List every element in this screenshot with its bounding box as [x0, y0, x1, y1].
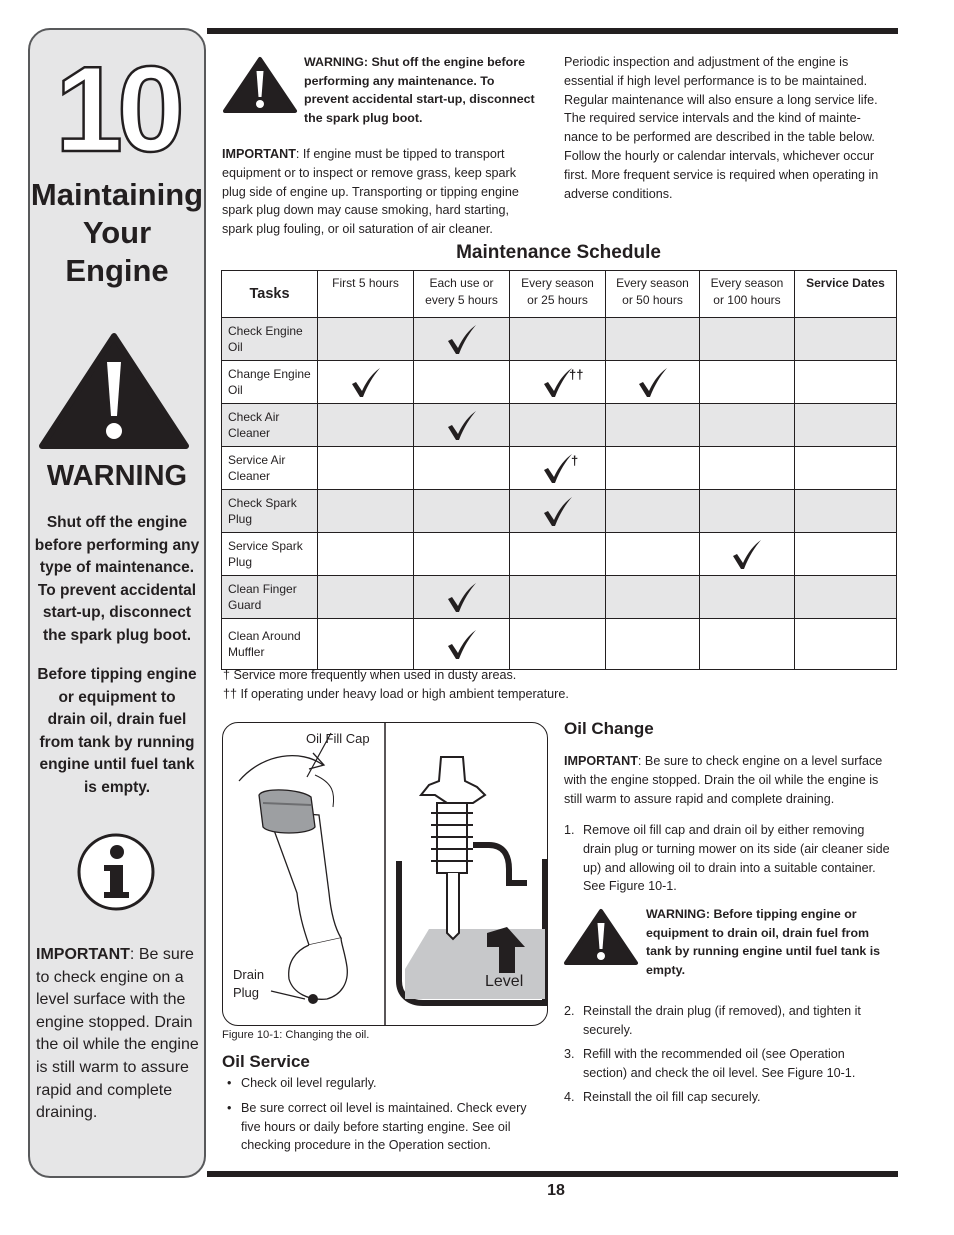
- text-line: Regular maintenance will also ensure a long service life.: [564, 92, 878, 107]
- maintenance-schedule-table: [221, 270, 897, 670]
- text-line: To prevent accidental: [37, 581, 197, 599]
- list-item: [564, 1088, 898, 1107]
- task-line: Cleaner: [228, 426, 271, 440]
- table-row: [222, 619, 897, 670]
- task-line: Check Engine: [228, 323, 303, 338]
- dagger-mark: †: [571, 453, 579, 468]
- task-cell: [222, 533, 318, 576]
- table-row: [222, 533, 897, 576]
- intro-paragraph: [564, 53, 898, 203]
- chapter-title-line: Your: [82, 215, 152, 250]
- text-line: draining.: [36, 1104, 98, 1122]
- oil-service-list: [222, 1074, 548, 1155]
- task-cell: [222, 619, 318, 670]
- important-label: IMPORTANT: [222, 147, 296, 161]
- text-line: See Figure 10-1.: [583, 879, 677, 894]
- column-header: [700, 271, 795, 318]
- text-line: • Check oil level regularly.: [241, 1076, 377, 1090]
- table-row: [222, 490, 897, 533]
- text-line: empty.: [646, 962, 686, 977]
- oil-fill-cap-label: Oil Fill Cap: [306, 731, 370, 746]
- oil-change-figure: [222, 722, 548, 1026]
- oil-service-heading: Oil Service: [222, 1052, 310, 1071]
- list-item: [222, 1099, 548, 1155]
- header-line: Each use or: [429, 276, 494, 290]
- header-line: Every season: [521, 276, 594, 290]
- column-header: Tasks: [222, 271, 318, 318]
- footnote-dusty: † Service more frequently when used in dusty areas.: [223, 668, 517, 682]
- double-dagger-mark: ††: [569, 367, 584, 382]
- text-line: Reinstall the oil fill cap securely.: [583, 1090, 761, 1104]
- text-line: Follow the hourly or calendar intervals, whichever occur: [564, 148, 875, 163]
- text-line: securely.: [583, 1022, 633, 1037]
- table-row: [222, 447, 897, 490]
- sidebar-important-note: [36, 944, 204, 1125]
- tipping-warning: [646, 905, 898, 979]
- page-number: 18: [547, 1182, 565, 1199]
- footnote-heavy-load: †† If operating under heavy load or high ambient temperature.: [223, 687, 569, 701]
- maintenance-warning: [304, 53, 554, 127]
- text-line: with the engine stopped. Drain the oil while the engine is: [564, 772, 879, 787]
- chapter-sidebar: [28, 28, 206, 1178]
- top-rule: [207, 28, 898, 34]
- text-line: engine stopped. Drain: [36, 1013, 193, 1031]
- sidebar-tipping-warning: [34, 664, 200, 799]
- oil-change-important: [564, 752, 898, 808]
- column-header: [318, 271, 414, 318]
- text-line: Reinstall the drain plug (if removed), and tighten it: [583, 1004, 861, 1018]
- text-line: Refill with the recommended oil (see Operation: [583, 1047, 845, 1061]
- important-label: IMPORTANT: [564, 754, 638, 768]
- chapter-title: [30, 176, 204, 290]
- step-2: [564, 1002, 898, 1040]
- list-item: [564, 821, 898, 896]
- text-line: section) and check the oil level. See Figure 10-1.: [583, 1065, 856, 1080]
- step-3: [564, 1045, 898, 1083]
- text-line: is empty.: [83, 778, 151, 796]
- info-icon: [76, 832, 156, 912]
- text-line: up) and allowing oil to drain into a suitable container.: [583, 860, 876, 875]
- warning-triangle-icon: [562, 908, 640, 966]
- task-line: Check Air: [228, 409, 280, 424]
- text-line: drain oil, drain fuel: [47, 711, 187, 728]
- task-cell: [222, 404, 318, 447]
- text-line: from tank by running: [39, 733, 195, 751]
- important-tipping-note: [222, 145, 542, 239]
- column-header: [606, 271, 700, 318]
- column-header: [414, 271, 510, 318]
- important-label: IMPORTANT: [36, 946, 130, 963]
- text-line: still warm to assure rapid and complete draining.: [564, 791, 835, 806]
- table-row: [222, 404, 897, 447]
- check-mark-icon: [541, 451, 575, 485]
- list-item: [222, 1074, 548, 1093]
- text-line: Periodic inspection and adjustment of the engine is: [564, 55, 849, 69]
- step-number: 2.: [564, 1004, 575, 1018]
- text-line: • Be sure correct oil level is maintained. Check every: [241, 1100, 527, 1115]
- task-line: Plug: [228, 512, 253, 526]
- header-line: or 25 hours: [527, 293, 588, 307]
- task-line: Clean Around: [228, 628, 301, 643]
- text-line: equipment or to inspect or remove grass, keep spark: [222, 165, 516, 180]
- header-line: Every season: [710, 276, 784, 290]
- step-1: [564, 821, 898, 896]
- task-line: Clean Finger: [228, 581, 297, 596]
- column-header: [510, 271, 606, 318]
- check-mark-icon: [730, 537, 764, 571]
- task-line: Change Engine: [228, 366, 311, 381]
- text-line: the spark plug boot.: [304, 110, 423, 125]
- task-line: Check Spark: [228, 495, 297, 510]
- text-line: tank by running engine until fuel tank is: [646, 944, 881, 959]
- text-line: Before tipping engine: [37, 666, 197, 683]
- text-line: type of maintenance.: [39, 559, 195, 576]
- drain-plug-label: [233, 966, 264, 1002]
- text-line: The required service intervals and the kind of mainte-: [564, 111, 861, 126]
- text-line: first. More frequent service is required when operating in: [564, 167, 879, 182]
- text-line: spark plug down may cause smoking, hard starting,: [222, 203, 509, 218]
- label-line: Drain: [233, 967, 265, 982]
- text-line: performing any maintenance. To: [304, 73, 495, 88]
- chapter-number: 10: [55, 41, 179, 177]
- text-line: drain plug or turning mower on its side (air cleaner side: [583, 841, 890, 856]
- check-mark-icon: [349, 365, 383, 399]
- task-cell: [222, 576, 318, 619]
- oil-change-heading: Oil Change: [564, 719, 654, 738]
- list-item: [564, 1045, 898, 1083]
- task-line: Plug: [228, 555, 253, 569]
- text-line: : If engine must be tipped to transport: [295, 147, 505, 161]
- check-mark-icon: [445, 627, 479, 661]
- header-line: every 5 hours: [425, 293, 498, 307]
- task-line: Oil: [228, 340, 243, 354]
- text-line: WARNING: Shut off the engine before: [304, 55, 525, 69]
- table-header-row: [222, 271, 897, 318]
- text-line: is still warm to assure: [36, 1058, 189, 1076]
- list-item: [564, 1002, 898, 1040]
- task-line: Muffler: [228, 645, 265, 659]
- column-header: Service Dates: [795, 271, 897, 318]
- level-label: Level: [485, 973, 524, 990]
- check-mark-icon: [445, 322, 479, 356]
- figure-caption: Figure 10-1: Changing the oil.: [222, 1029, 370, 1041]
- task-cell: [222, 361, 318, 404]
- step-number: 4.: [564, 1090, 575, 1104]
- text-line: prevent accidental start-up, disconnect: [304, 92, 535, 107]
- sidebar-warning-text: [34, 512, 200, 647]
- check-mark-icon: [445, 580, 479, 614]
- text-line: the oil while the engine: [36, 1036, 199, 1054]
- table-row: [222, 318, 897, 361]
- text-line: adverse conditions.: [564, 186, 673, 201]
- task-line: Oil: [228, 383, 243, 397]
- text-line: checking procedure in the Operation section.: [241, 1138, 491, 1153]
- text-line: five hours or daily before starting engine. See oil: [241, 1119, 511, 1134]
- check-mark-icon: [541, 494, 575, 528]
- chapter-title-line: Maintaining: [30, 177, 204, 212]
- text-line: before performing any: [34, 536, 200, 554]
- task-cell: [222, 318, 318, 361]
- task-cell: [222, 447, 318, 490]
- text-line: the spark plug boot.: [42, 626, 192, 644]
- text-line: or equipment to: [58, 688, 176, 706]
- table-row: [222, 576, 897, 619]
- chapter-title-line: Engine: [65, 253, 169, 288]
- text-line: equipment to drain oil, drain fuel from: [646, 925, 870, 940]
- text-line: WARNING: Before tipping engine or: [646, 907, 857, 921]
- text-line: plug side of engine up. Transporting or tipping engine: [222, 184, 519, 199]
- text-line: Shut off the engine: [46, 514, 188, 531]
- header-line: First 5 hours: [332, 276, 399, 290]
- task-line: Service Air: [228, 452, 286, 467]
- text-line: essential if high level performance is to be maintained.: [564, 73, 868, 88]
- step-number: 3.: [564, 1047, 575, 1061]
- schedule-title: Maintenance Schedule: [456, 242, 661, 263]
- check-mark-icon: [445, 408, 479, 442]
- text-line: start-up, disconnect: [42, 604, 192, 621]
- text-line: : Be sure to check engine on a level surface: [637, 754, 883, 768]
- text-line: spark plug fouling, or oil saturation of air cleaner.: [222, 222, 493, 237]
- label-line: Plug: [233, 985, 260, 1000]
- warning-label: WARNING: [46, 460, 188, 492]
- task-cell: [222, 490, 318, 533]
- warning-triangle-icon: [222, 56, 298, 114]
- bottom-rule: [207, 1171, 898, 1177]
- text-line: rapid and complete: [36, 1081, 173, 1099]
- task-line: Guard: [228, 598, 262, 612]
- text-line: level surface with the: [36, 991, 186, 1009]
- table-row: [222, 361, 897, 404]
- header-line: or 50 hours: [622, 293, 683, 307]
- text-line: : Be sure: [129, 946, 194, 963]
- text-line: nance to be performed are described in the table below.: [564, 130, 875, 145]
- warning-triangle-icon: [38, 332, 190, 450]
- task-line: Cleaner: [228, 469, 271, 483]
- text-line: engine until fuel tank: [39, 756, 195, 773]
- text-line: Remove oil fill cap and drain oil by either removing: [583, 823, 865, 837]
- header-line: or 100 hours: [713, 293, 781, 307]
- header-line: Every season: [616, 276, 689, 290]
- task-line: Service Spark: [228, 538, 303, 553]
- step-4: [564, 1088, 898, 1107]
- step-number: 1.: [564, 823, 575, 837]
- text-line: to check engine on a: [36, 968, 184, 986]
- check-mark-icon: [636, 365, 670, 399]
